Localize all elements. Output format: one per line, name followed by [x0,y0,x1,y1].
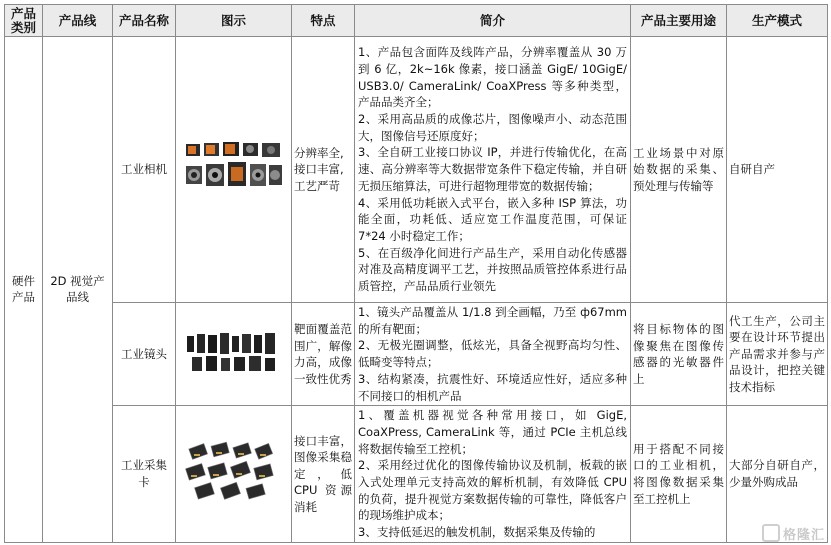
watermark-text: 格隆汇 [782,528,825,543]
product-line-cell [43,37,113,543]
product-intro [355,406,631,543]
header-use: 产品主要用途 [631,5,727,37]
product-features: 靶面覆盖范围广，解像力高，成像一致性优秀 [292,303,355,406]
header-name: 产品名称 [113,5,176,37]
product-intro [355,303,631,406]
intro-line: 5、在百级净化间进行产品生产，采用自动化传感器对准及高精度调平工艺，并按照品质管控体系进行品质管控，产品品质行业领先 [358,245,627,294]
intro-line: 4、采用低功耗嵌入式平台，嵌入多种 ISP 算法，功能全面，功耗低、适应宽工作温度范围，可保证 7*24 小时稳定工作； [358,195,627,243]
production-mode: 大部分自研自产，少量外购成品 [727,406,828,543]
product-line-text: 2D 视觉产 品线 [50,273,105,305]
product-intro [355,37,631,303]
intro-line: 3、结构紧凑，抗震性好、环境适应性好，适应多种不同接口的相机产品 [358,371,627,403]
production-mode: 自研自产 [727,37,828,303]
product-use: 将目标物体的图像聚焦在图像传感器的光敏器件上 [631,303,727,406]
production-mode: 代工生产，公司主要在设计环节提出产品需求并参与产品设计，把控关键技术指标 [727,303,828,406]
product-features [292,37,355,303]
table-row [5,406,828,543]
product-use: 用于搭配不同接口的工业相机，将图像数据采集至工控机上 [631,406,727,543]
table-row [5,303,828,406]
industrial-camera-image [184,140,284,194]
category-cell [5,37,43,543]
intro-line: 1、产品包含面阵及线阵产品，分辨率覆盖从 30 万到 6 亿，2k~16k 像素，接口涵盖 GigE/ 10GigE/ USB3.0/ CameraLink/ CoaXPress 等多种类型，产品品类齐全； [358,45,627,110]
product-use: 工业场景中对原始数据的采集、预处理与传输等 [631,37,727,303]
table-row [5,37,828,303]
features-text: 分辨率全, 接口丰富, 工艺严苛 [294,145,344,193]
product-table [4,4,828,543]
product-name: 工业相机 [113,37,176,303]
header-category [5,5,43,37]
intro-line: 3、支持低延迟的触发机制，数据采集及传输的 [358,525,596,540]
industrial-lens-image [184,330,284,374]
header-image: 图示 [176,5,292,37]
header-row [5,5,828,37]
camera-image-cell [176,37,292,303]
watermark [762,524,825,543]
product-name-text: 工业采集 卡 [121,458,167,490]
lens-image-cell [176,303,292,406]
product-features: 接口丰富，图像采集稳定，低 CPU 资源消耗 [292,406,355,543]
watermark-logo-icon [762,524,780,542]
product-name [113,406,176,543]
intro-line: 3、全自研工业接口协议 IP，并进行传输优化，在高速、高分辨率等大数据带宽条件下稳定传输，并自研无损压缩算法，可进行超物理带宽的数据传输； [358,145,627,193]
intro-line: 2、采用经过优化的图像传输协议及机制，板载的嵌入式处理单元支持高效的解析机制，有效降低 CPU 的负荷，提升视觉方案数据传输的可靠性，降低客户的现场维护成本； [358,458,627,523]
header-mode: 生产模式 [727,5,828,37]
category-text: 硬件 产品 [12,273,35,305]
intro-line: 2、无极光圈调整，低炫光，具备全视野高均匀性、低畸变等特点； [358,338,627,370]
header-intro: 简介 [355,5,631,37]
intro-line: 2、采用高品质的成像芯片，图像噪声小、动态范围大，图像信号还原度好； [358,112,627,143]
frame-grabber-image [184,440,284,504]
header-line: 产品线 [43,5,113,37]
card-image-cell [176,406,292,543]
product-name: 工业镜头 [113,303,176,406]
header-category-text: 产品 类别 [10,5,36,35]
intro-line: 1、覆盖机器视觉各种常用接口，如 GigE, CoaXPress, CameraLink 等，通过 PCIe 主机总线将数据传输至工控机； [358,408,627,456]
header-features: 特点 [292,5,355,37]
intro-line: 1、镜头产品覆盖从 1/1.8 到全画幅，乃至 ф67mm 的所有靶面； [358,305,627,336]
